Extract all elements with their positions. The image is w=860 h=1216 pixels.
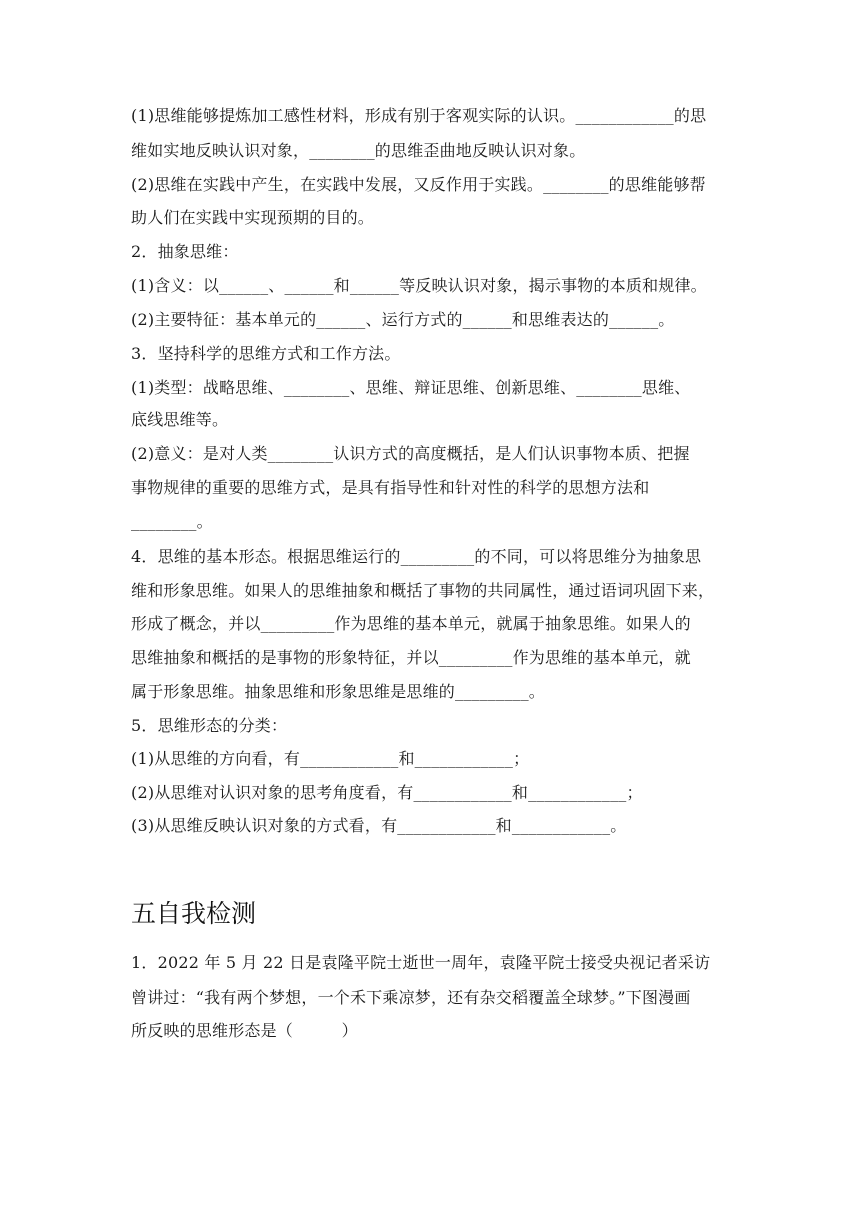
text-line: 思维抽象和概括的是事物的形象特征，并以_________作为思维的基本单元，就 [131, 648, 691, 667]
text-line: (1)思维能够提炼加工感性材料，形成有别于客观实际的认识。____________的思 [131, 106, 707, 125]
section-title: 五自我检测 [131, 899, 257, 928]
text-line: 维如实地反映认识对象，________的思维歪曲地反映认识对象。 [131, 141, 586, 160]
text-line: (3)从思维反映认识对象的方式看，有____________和____________。 [131, 816, 627, 835]
text-line: (1)从思维的方向看，有____________和____________； [131, 749, 530, 768]
text-line: (1)类型：战略思维、________、思维、辩证思维、创新思维、________思维、 [131, 378, 691, 397]
list-heading: 2．抽象思维： [131, 242, 239, 261]
text-line: (2)从思维对认识对象的思考角度看，有____________和____________； [131, 783, 643, 802]
question-line: 所反映的思维形态是（ ） [131, 1021, 358, 1040]
text-line: 底线思维等。 [131, 410, 229, 429]
text-line: ________。 [131, 512, 213, 531]
text-line: 助人们在实践中实现预期的目的。 [131, 208, 375, 227]
text-line: (2)思维在实践中产生，在实践中发展，又反作用于实践。________的思维能够帮 [131, 175, 706, 194]
text-line: 属于形象思维。抽象思维和形象思维是思维的_________。 [131, 682, 546, 701]
question-line: 1．2022 年 5 月 22 日是袁隆平院士逝世一周年，袁隆平院士接受央视记者采访 [131, 953, 711, 972]
question-line: 曾讲过：“我有两个梦想，一个禾下乘凉梦，还有杂交稻覆盖全球梦。”下图漫画 [131, 988, 691, 1007]
text-line: (2)意义：是对人类________认识方式的高度概括，是人们认识事物本质、把握 [131, 444, 690, 463]
text-line: 维和形象思维。如果人的思维抽象和概括了事物的共同属性，通过语词巩固下来， [131, 581, 715, 600]
list-heading: 4．思维的基本形态。根据思维运行的_________的不同，可以将思维分为抽象思 [131, 547, 702, 566]
text-line: (1)含义：以______、______和______等反映认识对象，揭示事物的本质和规律。 [131, 276, 707, 295]
text-line: (2)主要特征：基本单元的______、运行方式的______和思维表达的______。 [131, 310, 675, 329]
text-line: 形成了概念，并以_________作为思维的基本单元，就属于抽象思维。如果人的 [131, 614, 691, 633]
list-heading: 5．思维形态的分类： [131, 716, 288, 735]
text-line: 事物规律的重要的思维方式，是具有指导性和针对性的科学的思想方法和 [131, 478, 650, 497]
list-heading: 3．坚持科学的思维方式和工作方法。 [131, 344, 401, 363]
